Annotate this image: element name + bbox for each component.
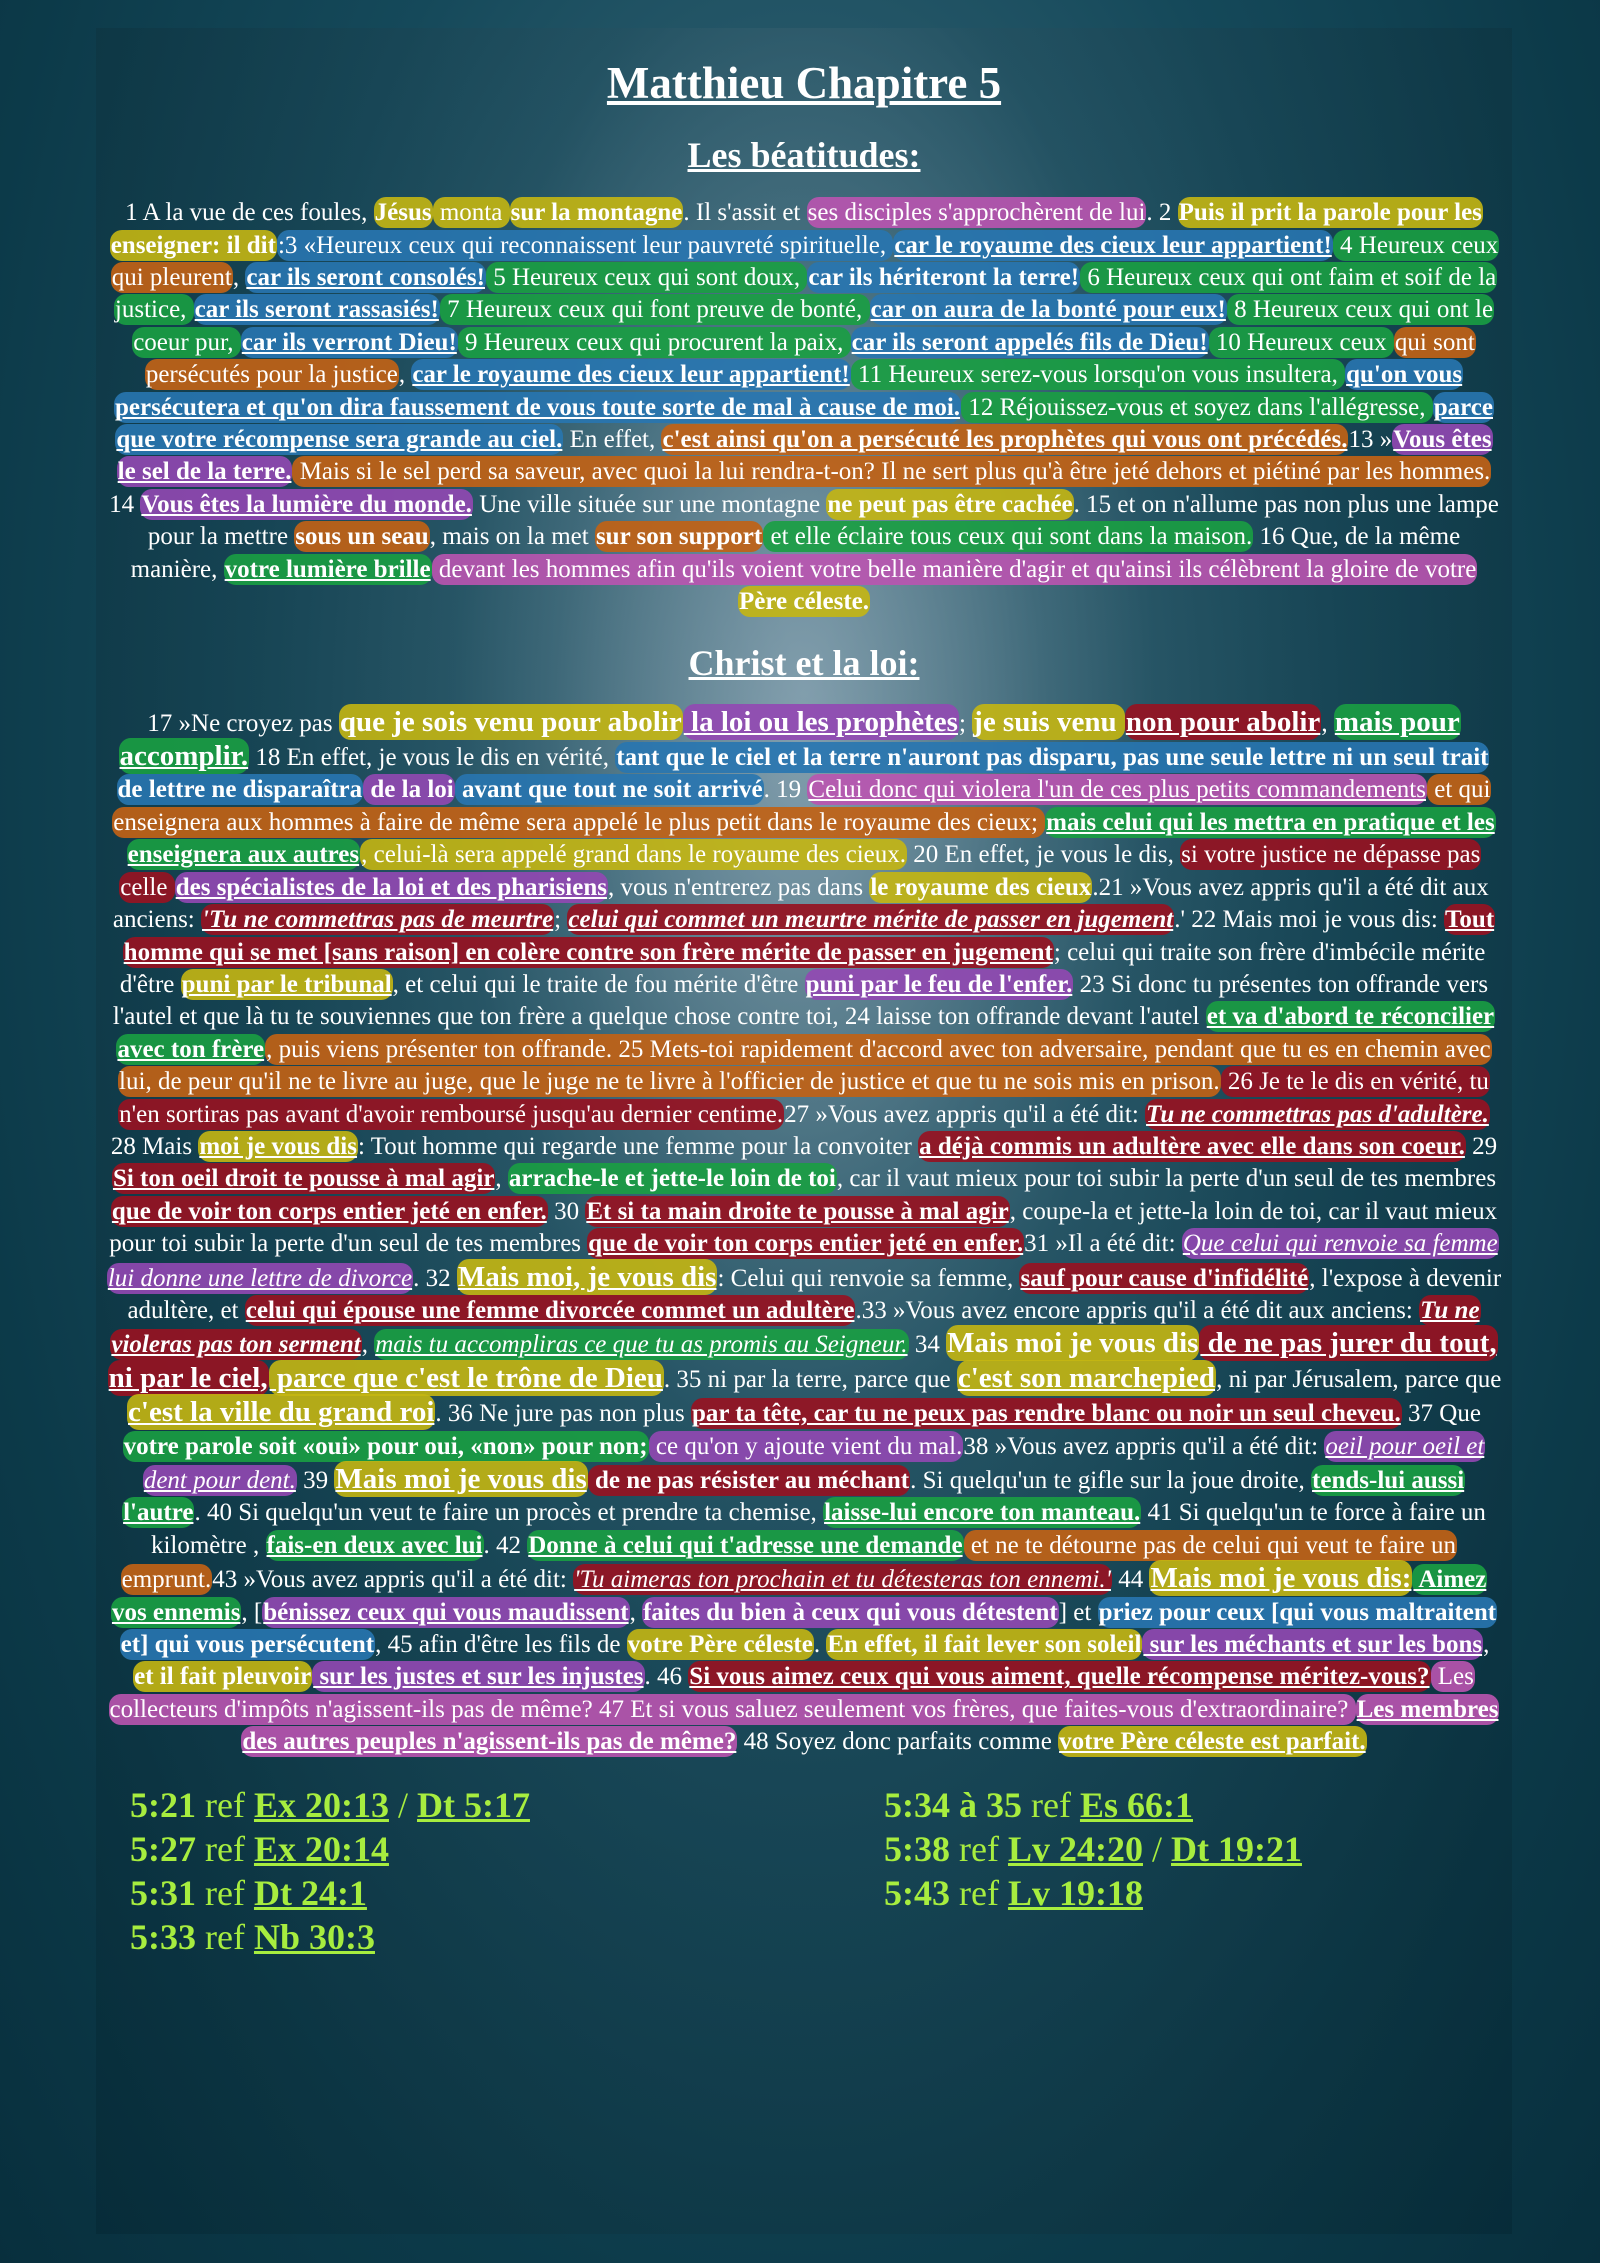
highlighted-phrase: 7 Heureux ceux qui font preuve de bonté, xyxy=(440,296,869,324)
verse-text: .33 »Vous avez encore appris qu'il a été dit aux anciens: xyxy=(855,1296,1420,1324)
highlighted-phrase: Que celui qui renvoie sa femme lui donne une lettre de divorce xyxy=(107,1230,1498,1292)
highlighted-phrase: 11 Heureux serez-vous lorsqu'on vous insultera, xyxy=(851,361,1345,389)
reference-separator: / xyxy=(397,1784,408,1825)
highlighted-phrase: et elle éclaire tous ceux qui sont dans la maison. xyxy=(764,523,1253,551)
highlighted-phrase: que de voir ton corps entier jeté en enfer. xyxy=(111,1197,547,1225)
highlighted-phrase: moi je vous dis xyxy=(199,1132,357,1160)
verse-text: . 32 xyxy=(413,1264,457,1292)
highlighted-phrase: sur la montagne xyxy=(510,199,683,227)
highlighted-phrase: Mais moi, je vous dis xyxy=(457,1260,717,1293)
section-paragraph xyxy=(106,706,1502,1759)
highlighted-phrase: votre Père céleste est parfait. xyxy=(1059,1728,1366,1756)
highlighted-phrase: de la loi xyxy=(364,776,454,804)
highlighted-phrase: Jésus xyxy=(374,199,432,227)
highlighted-phrase: parce que votre récompense sera grande au ciel. xyxy=(116,393,1493,454)
highlighted-phrase: Les membres des autres peuples n'agissent-ils pas de même? xyxy=(242,1695,1499,1756)
highlighted-phrase: Vous êtes la lumière du monde. xyxy=(141,490,472,518)
highlighted-phrase: qui sont persécutés pour la justice xyxy=(145,328,1475,389)
verse-text: , xyxy=(232,264,246,291)
highlighted-phrase: arrache-le et jette-le loin de toi xyxy=(508,1165,836,1193)
verse-text: 23 Si donc tu présentes ton offrande vers l'autel et que là tu te souviennes que ton frère a quelque chose contre toi, 24 laisse ton offrande devant l'autel xyxy=(112,970,1489,1031)
verse-text: 38 »Vous avez appris qu'il a été dit: xyxy=(963,1432,1325,1460)
highlighted-phrase: Vous êtes le sel de la terre. xyxy=(117,426,1492,486)
verse-text: , l'expose à devenir adultère, et xyxy=(127,1264,1502,1324)
highlighted-phrase: et qui enseignera aux hommes à faire de même sera appelé le plus petit dans le royaume des cieux; xyxy=(113,776,1491,836)
highlighted-phrase: et va d'abord te réconcilier avec ton frère xyxy=(117,1003,1495,1063)
highlighted-phrase: devant les hommes afin qu'ils voient votre belle manière d'agir et qu'ainsi ils célèbrent la gloire de votre xyxy=(432,555,1477,583)
highlighted-phrase: celui qui épouse une femme divorcée commet un adultère xyxy=(245,1296,855,1324)
reference-verse-label: 5:31 xyxy=(130,1872,196,1913)
highlighted-phrase: et ne te détourne pas de celui qui veut te faire un emprunt. xyxy=(121,1531,1457,1594)
highlighted-phrase: que de voir ton corps entier jeté en enfer. xyxy=(588,1230,1024,1258)
verse-text: 44 xyxy=(1111,1566,1150,1594)
reference-word: ref xyxy=(1031,1784,1071,1825)
page-title: Matthieu Chapitre 5 xyxy=(606,58,1002,108)
highlighted-phrase: Si ton oeil droit te pousse à mal agir xyxy=(112,1165,495,1193)
highlighted-phrase: Mais si le sel perd sa saveur, avec quoi la lui rendra-t-on? Il ne sert plus qu'à être jeté dehors et piétiné par les hommes. xyxy=(293,458,1491,486)
references-right-column xyxy=(884,1783,1302,1915)
highlighted-phrase: que je sois venu pour abolir xyxy=(339,705,682,738)
highlighted-phrase: Mais moi je vous dis: xyxy=(1150,1562,1412,1595)
highlighted-phrase: , celui-là sera appelé grand dans le royaume des cieux. xyxy=(361,841,907,869)
verse-text: , coupe-la et jette-la loin de toi, car il vaut mieux pour toi subir la perte d'un seul de tes membres xyxy=(109,1197,1498,1258)
highlighted-phrase: 9 Heureux ceux qui procurent la paix, xyxy=(458,328,850,356)
verse-text: : Tout homme qui regarde une femme pour la convoiter xyxy=(357,1132,919,1160)
highlighted-phrase: sur son support xyxy=(595,523,763,551)
highlighted-phrase: de ne pas jurer du tout, ni par le ciel, xyxy=(108,1327,1497,1394)
verse-text: ; celui qui traite son frère d'imbécile mérite d'être xyxy=(119,938,1486,998)
highlighted-phrase: 8 Heureux ceux qui ont le coeur pur, xyxy=(133,296,1494,356)
verse-text: , et celui qui le traite de fou mérite d'être xyxy=(392,970,805,998)
highlighted-phrase: Celui donc qui violera l'un de ces plus petits commandements xyxy=(808,776,1426,804)
highlighted-phrase: 6 Heureux ceux qui ont faim et soif de la justice, xyxy=(114,264,1497,324)
highlighted-phrase: priez pour ceux [qui vous maltraitent et] qui vous persécutent xyxy=(120,1598,1497,1659)
verse-text: 27 »Vous avez appris qu'il a été dit: xyxy=(784,1100,1146,1128)
highlighted-phrase: 10 Heureux ceux xyxy=(1209,328,1393,356)
reference-line xyxy=(130,1871,530,1915)
highlighted-phrase: Aimez vos ennemis xyxy=(111,1566,1487,1626)
reference-word: ref xyxy=(205,1828,245,1869)
verse-text: ; xyxy=(958,709,973,737)
verse-text: , xyxy=(629,1598,643,1626)
highlighted-phrase: Tout homme qui se met [sans raison] en colère contre son frère mérite de passer en jugement xyxy=(123,906,1495,966)
highlighted-phrase: parce que c'est le trône de Dieu xyxy=(269,1361,663,1394)
highlighted-phrase: qui pleurent xyxy=(111,264,232,291)
verse-text: , mais on la met xyxy=(429,523,595,551)
verse-text: 20 En effet, je vous le dis, xyxy=(907,841,1181,869)
verse-text: , xyxy=(398,361,412,389)
highlighted-phrase: 'Tu ne commettras pas de meurtre xyxy=(202,906,554,934)
section-heading: Les béatitudes: xyxy=(687,135,921,175)
reference-link[interactable]: Es 66:1 xyxy=(1079,1784,1193,1825)
reference-link[interactable]: Dt 5:17 xyxy=(416,1784,530,1825)
verse-text: , 45 afin d'être les fils de xyxy=(375,1631,627,1659)
highlighted-phrase: Mais moi je vous dis xyxy=(947,1327,1199,1360)
verse-text: ; xyxy=(554,906,568,934)
highlighted-phrase: car ils hériteront la terre! xyxy=(808,264,1080,291)
highlighted-phrase: c'est ainsi qu'on a persécuté les prophètes qui vous ont précédés. xyxy=(662,426,1348,454)
highlighted-phrase: sur les justes et sur les injustes xyxy=(313,1663,644,1691)
verse-text: : Celui qui renvoie sa femme, xyxy=(717,1264,1020,1292)
reference-line xyxy=(130,1915,530,1959)
verse-text: . 36 Ne jure pas non plus xyxy=(435,1400,691,1428)
highlighted-phrase: 4 Heureux ceux xyxy=(1333,231,1499,259)
verse-text: 41 Si quelqu'un te force à faire un kilomètre , xyxy=(150,1499,1486,1559)
highlighted-phrase: En effet, il fait lever son soleil xyxy=(827,1631,1142,1659)
verse-text: 13 » xyxy=(1348,426,1393,454)
reference-verse-label: 5:38 xyxy=(884,1828,950,1869)
verse-text: . 2 xyxy=(1146,199,1178,227)
highlighted-phrase: Père céleste. xyxy=(739,588,869,616)
reference-line xyxy=(884,1827,1302,1871)
highlighted-phrase: ne peut pas être cachée xyxy=(827,490,1073,518)
verse-text: . Il s'assit et xyxy=(683,199,807,227)
verse-text: 39 xyxy=(296,1467,335,1494)
verse-text: , vous n'entrerez pas dans xyxy=(607,873,870,901)
highlighted-phrase: fais-en deux avec lui xyxy=(266,1531,483,1559)
highlighted-phrase: la loi ou les prophètes xyxy=(683,705,958,738)
verse-text: .' 22 Mais moi je vous dis: xyxy=(1174,906,1445,934)
cross-references xyxy=(106,1783,1502,1957)
verse-text: 18 En effet, je vous le dis en vérité, xyxy=(249,744,616,772)
highlighted-phrase: Et si ta main droite te pousse à mal agir xyxy=(586,1197,1009,1225)
reference-word: ref xyxy=(959,1828,999,1869)
highlighted-phrase: le royaume des cieux xyxy=(870,873,1092,901)
verse-text: 37 Que xyxy=(1401,1400,1481,1428)
reference-word: ref xyxy=(205,1916,245,1957)
verse-text: , xyxy=(1483,1631,1490,1659)
highlighted-phrase: car le royaume des cieux leur appartient! xyxy=(894,231,1332,259)
highlighted-phrase: de ne pas résister au méchant xyxy=(588,1467,910,1494)
highlighted-phrase: et il fait pleuvoir xyxy=(134,1663,312,1691)
verse-text: En effet, xyxy=(563,426,662,454)
reference-link[interactable]: Nb 30:3 xyxy=(253,1916,375,1957)
highlighted-phrase: Les collecteurs d'impôts n'agissent-ils pas de même? 47 Et si vous saluez seulement vos frères, que faites-vous d'extraordinaire? xyxy=(109,1663,1474,1723)
highlighted-phrase: c'est la ville du grand roi xyxy=(128,1396,435,1429)
verse-text: . 46 xyxy=(644,1663,689,1691)
highlighted-phrase: :3 «Heureux ceux qui reconnaissent leur pauvreté spirituelle, xyxy=(277,231,893,259)
highlighted-phrase: Donne à celui qui t'adresse une demande xyxy=(528,1531,963,1559)
verse-text: , xyxy=(495,1165,508,1193)
highlighted-phrase: tant que le ciel et la terre n'auront pas disparu, pas une seule lettre ni un seul trait de lettre ne disparaîtra xyxy=(117,744,1489,804)
verse-text: . xyxy=(813,1631,827,1659)
reference-link[interactable]: Lv 19:18 xyxy=(1007,1872,1143,1913)
reference-verse-label: 5:27 xyxy=(130,1828,196,1869)
highlighted-phrase: votre parole soit «oui» pour oui, «non» pour non; xyxy=(123,1432,648,1460)
highlighted-phrase: car ils verront Dieu! xyxy=(241,328,457,356)
verse-text: 14 xyxy=(109,490,141,518)
verse-text: 1 A la vue de ces foules, xyxy=(125,199,374,227)
verse-text: Une ville située sur une montagne xyxy=(472,490,827,518)
references-left-column xyxy=(130,1783,530,1959)
verse-text: 28 Mais xyxy=(110,1132,199,1160)
reference-link[interactable]: Dt 24:1 xyxy=(253,1872,367,1913)
verse-text: , xyxy=(361,1331,375,1359)
verse-text: . 15 et on n'allume pas non plus une lampe pour la mettre xyxy=(147,490,1499,551)
highlighted-phrase: puni par le tribunal xyxy=(181,970,392,998)
highlighted-phrase: sous un seau xyxy=(295,523,429,551)
reference-line xyxy=(130,1827,530,1871)
highlighted-phrase: laisse-lui encore ton manteau. xyxy=(824,1499,1141,1527)
reference-line xyxy=(884,1783,1302,1827)
verse-text: 16 Que, de la même manière, xyxy=(130,523,1461,583)
reference-verse-label: 5:33 xyxy=(130,1916,196,1957)
verse-text: . Si quelqu'un te gifle sur la joue droite, xyxy=(910,1467,1312,1494)
reference-verse-label: 5:21 xyxy=(130,1784,196,1825)
verse-text: . 35 ni par la terre, parce que xyxy=(663,1365,957,1393)
highlighted-phrase: non pour abolir xyxy=(1125,705,1321,738)
highlighted-phrase: monta xyxy=(433,199,509,227)
verse-text: .21 »Vous avez appris qu'il a été dit aux anciens: xyxy=(112,873,1489,934)
reference-word: ref xyxy=(205,1784,245,1825)
highlighted-phrase: votre lumière brille xyxy=(224,555,431,583)
highlighted-phrase: ses disciples s'approchèrent de lui xyxy=(807,199,1146,227)
highlighted-phrase: c'est son marchepied xyxy=(957,1361,1216,1394)
highlighted-phrase: Mais moi je vous dis xyxy=(335,1463,587,1495)
highlighted-phrase: a déjà commis un adultère avec elle dans son coeur. xyxy=(919,1132,1465,1160)
verse-text: 31 »Il a été dit: xyxy=(1024,1230,1182,1258)
highlighted-phrase: bénissez ceux qui vous maudissent xyxy=(263,1598,629,1626)
verse-text: 17 »Ne croyez pas xyxy=(147,709,339,737)
highlighted-phrase: car ils seront consolés! xyxy=(246,264,485,291)
highlighted-phrase: avant que tout ne soit arrivé xyxy=(455,776,763,804)
highlighted-phrase: 26 Je te le dis en vérité, tu n'en sortiras pas avant d'avoir remboursé jusqu'au dernier centime. xyxy=(119,1068,1489,1128)
reference-link[interactable]: Lv 24:20 xyxy=(1007,1828,1143,1869)
highlighted-phrase: 12 Réjouissez-vous et soyez dans l'allégresse, xyxy=(962,393,1432,421)
highlighted-phrase: votre Père céleste xyxy=(627,1631,813,1659)
highlighted-phrase: 5 Heureux ceux qui sont doux, xyxy=(486,264,807,291)
reference-word: ref xyxy=(959,1872,999,1913)
reference-link[interactable]: Dt 19:21 xyxy=(1170,1828,1302,1869)
highlighted-phrase: si votre justice ne dépasse pas celle xyxy=(120,841,1481,901)
verse-text: ] et xyxy=(1058,1598,1098,1626)
highlighted-phrase: mais celui qui les mettra en pratique et les enseignera aux autres xyxy=(127,808,1495,869)
highlighted-phrase: 'Tu aimeras ton prochain et tu détesteras ton ennemi.' xyxy=(574,1566,1111,1594)
highlighted-phrase: celui qui commet un meurtre mérite de passer en jugement xyxy=(568,906,1174,934)
verse-text: 48 Soyez donc parfaits comme xyxy=(737,1728,1059,1756)
highlighted-phrase: sur les méchants et sur les bons xyxy=(1143,1631,1483,1659)
verse-text: . 42 xyxy=(483,1531,528,1559)
reference-link[interactable]: Ex 20:14 xyxy=(253,1828,389,1869)
highlighted-phrase: car le royaume des cieux leur appartient! xyxy=(412,361,850,389)
highlighted-phrase: par ta tête, car tu ne peux pas rendre blanc ou noir un seul cheveu. xyxy=(691,1400,1401,1428)
verse-text: , xyxy=(1321,709,1334,737)
section-beatitudes xyxy=(106,134,1502,618)
reference-line xyxy=(884,1871,1302,1915)
highlighted-phrase: , puis viens présenter ton offrande. 25 Mets-toi rapidement d'accord avec ton adversaire, pendant que tu es en chemin avec lui, de peur qu'il ne te livre au juge, que le juge ne te livre à l'officier de justice et que tu ne sois mis en prison. xyxy=(119,1035,1491,1096)
verse-text: 29 xyxy=(1465,1132,1498,1160)
highlighted-phrase: ce qu'on y ajoute vient du mal. xyxy=(649,1432,963,1460)
highlighted-phrase: Puis il prit la parole pour les enseigner: il dit xyxy=(110,199,1482,259)
section-heading: Christ et la loi: xyxy=(688,643,920,684)
verse-text: , ni par Jérusalem, parce que xyxy=(1216,1365,1502,1393)
reference-verse-label: 5:34 à 35 xyxy=(884,1784,1022,1825)
highlighted-phrase: oeil pour oeil et dent pour dent. xyxy=(143,1432,1485,1494)
verse-text: 34 xyxy=(908,1331,947,1359)
verse-text: , car il vaut mieux pour toi subir la perte d'un seul de tes membres xyxy=(836,1165,1497,1193)
verse-text: 43 »Vous avez appris qu'il a été dit: xyxy=(212,1566,574,1594)
highlighted-phrase: des spécialistes de la loi et des pharisiens xyxy=(175,873,607,901)
highlighted-phrase: car ils seront rassasiés! xyxy=(194,296,439,324)
highlighted-phrase: puni par le feu de l'enfer. xyxy=(805,970,1073,998)
highlighted-phrase: qu'on vous persécutera et qu'on dira faussement de vous toute sorte de mal à cause de moi. xyxy=(115,361,1463,421)
highlighted-phrase: car ils seront appelés fils de Dieu! xyxy=(851,328,1208,356)
reference-link[interactable]: Ex 20:13 xyxy=(253,1784,389,1825)
section-christ-loi xyxy=(106,642,1502,1758)
reference-line xyxy=(130,1783,530,1827)
highlighted-phrase: Tu ne commettras pas d'adultère. xyxy=(1146,1100,1489,1128)
reference-separator: / xyxy=(1151,1828,1162,1869)
section-paragraph xyxy=(106,197,1502,618)
verse-text: . 19 xyxy=(763,776,808,804)
verse-text: . 40 Si quelqu'un veut te faire un procès et prendre ta chemise, xyxy=(194,1499,824,1527)
verse-text: , [ xyxy=(241,1598,263,1626)
reference-verse-label: 5:43 xyxy=(884,1872,950,1913)
highlighted-phrase: tends-lui aussi l'autre xyxy=(123,1467,1465,1527)
highlighted-phrase: Tu ne violeras pas ton serment xyxy=(111,1296,1480,1359)
highlighted-phrase: je suis venu xyxy=(973,705,1124,738)
highlighted-phrase: Si vous aimez ceux qui vous aiment, quelle récompense méritez-vous? xyxy=(689,1663,1430,1691)
verse-text: 30 xyxy=(547,1197,586,1225)
chapter-panel xyxy=(96,28,1512,2234)
highlighted-phrase: faites du bien à ceux qui vous détestent xyxy=(643,1598,1058,1626)
highlighted-phrase: mais pour accomplir. xyxy=(119,705,1460,773)
reference-word: ref xyxy=(205,1872,245,1913)
highlighted-phrase: sauf pour cause d'infidélité xyxy=(1020,1264,1309,1292)
highlighted-phrase: car on aura de la bonté pour eux! xyxy=(870,296,1226,324)
highlighted-phrase: mais tu accompliras ce que tu as promis au Seigneur. xyxy=(375,1331,908,1359)
